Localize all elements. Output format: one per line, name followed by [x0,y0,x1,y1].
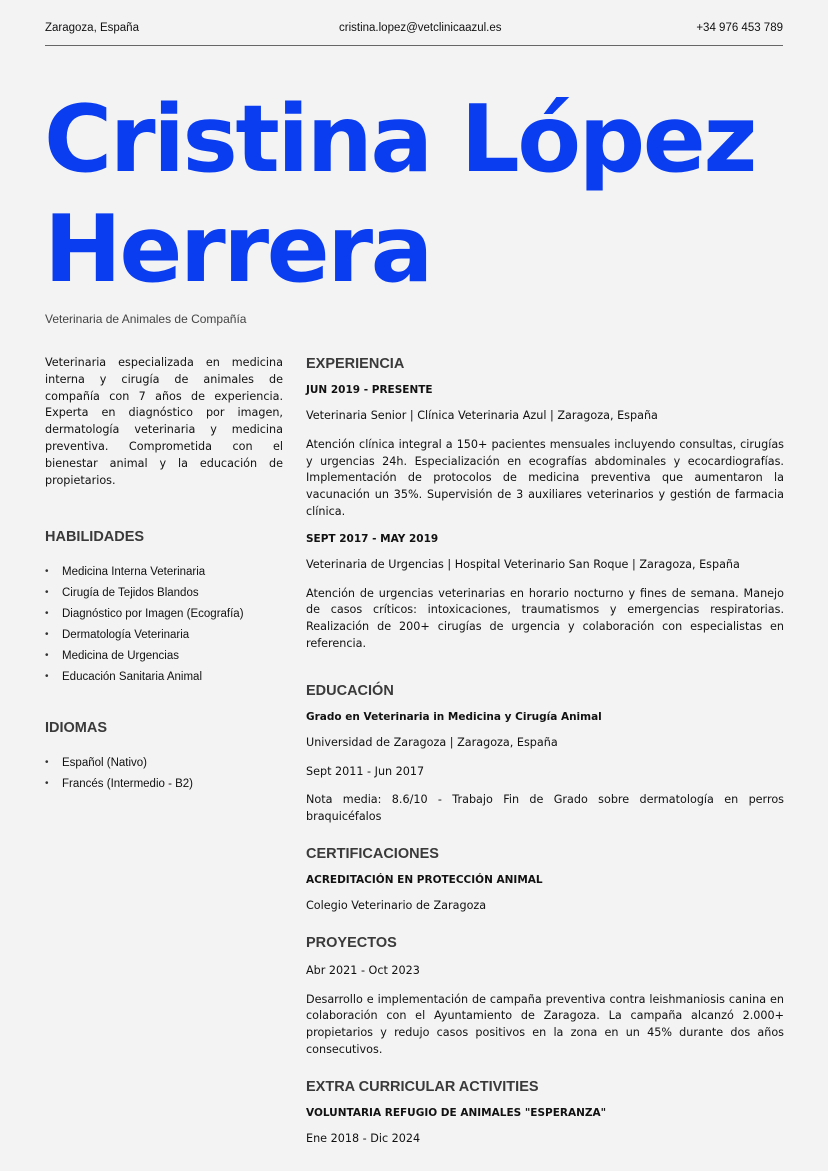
education-note: Nota media: 8.6/10 - Trabajo Fin de Grado sobre dermatología en perros braquicéfalos [306,793,784,824]
right-column [306,356,784,1160]
location: Zaragoza, España [45,22,139,34]
name-line-1: Cristina López [44,85,755,193]
phone-number[interactable]: +34 976 453 789 [696,22,783,34]
job-dates: SEPT 2017 - MAY 2019 [306,532,439,545]
project-dates: Abr 2021 - Oct 2023 [306,963,420,977]
degree-title: Grado en Veterinaria in Medicina y Cirugía Animal [306,710,602,723]
skill-item: • Dermatología Veterinaria [45,628,283,642]
left-column [45,355,283,798]
activity-name: VOLUNTARIA REFUGIO DE ANIMALES "ESPERANZA" [306,1106,607,1119]
certification-name: ACREDITACIÓN EN PROTECCIÓN ANIMAL [306,873,543,886]
name-line-2: Herrera [44,195,431,303]
job-description: Atención clínica integral a 150+ pacientes mensuales incluyendo consultas, cirugías y urgencias 24h. Especialización en ecografías abdominales y ecocardiografías. Implementación de protocolos de medicina preventiva que aumentaron la vacunación un 35%. Supervisión de 3 auxiliares veterinarios y gestión de farmacia clínica. [306,437,784,518]
activity-dates: Ene 2018 - Dic 2024 [306,1131,421,1145]
skill-item: • Medicina de Urgencias [45,649,283,663]
skills-list [45,565,283,684]
skill-item: • Diagnóstico por Imagen (Ecografía) [45,607,283,621]
header-divider [45,45,783,46]
languages-list [45,756,283,791]
education-dates: Sept 2011 - Jun 2017 [306,764,425,778]
job-dates: JUN 2019 - PRESENTE [306,384,433,396]
projects-heading: PROYECTOS [306,934,397,951]
full-name [44,84,755,304]
school-name: Universidad de Zaragoza | Zaragoza, España [306,735,558,749]
job-role: Veterinaria de Urgencias | Hospital Veterinario San Roque | Zaragoza, España [306,557,740,571]
language-item: • Francés (Intermedio - B2) [45,777,283,791]
skill-item: • Educación Sanitaria Animal [45,670,283,684]
skill-item: • Cirugía de Tejidos Blandos [45,586,283,600]
experience-heading: EXPERIENCIA [306,356,405,372]
job-role: Veterinaria Senior | Clínica Veterinaria Azul | Zaragoza, España [306,409,658,422]
language-item: • Español (Nativo) [45,756,283,770]
education-heading: EDUCACIÓN [306,682,394,699]
skills-heading: HABILIDADES [45,529,145,546]
job-title: Veterinaria de Animales de Compañía [45,312,247,326]
skill-item: • Medicina Interna Veterinaria [45,565,283,579]
email-link[interactable]: cristina.lopez@vetclinicaazul.es [339,22,502,34]
languages-heading: IDIOMAS [45,720,108,737]
certification-issuer: Colegio Veterinario de Zaragoza [306,898,487,912]
extracurricular-heading: EXTRA CURRICULAR ACTIVITIES [306,1078,539,1095]
project-description: Desarrollo e implementación de campaña preventiva contra leishmaniosis canina en colaboración con el Ayuntamiento de Zaragoza. La campaña alcanzó 2.000+ propietarios y redujo casos positivos en la zona en un 45% durante dos años consecutivos. [306,992,784,1056]
certifications-heading: CERTIFICACIONES [306,845,439,862]
job-description: Atención de urgencias veterinarias en horario nocturno y fines de semana. Manejo de casos críticos: intoxicaciones, traumatismos y emergencias respiratorias. Realización de 200+ cirugías de urgencia y colaboración con especialistas en referencia. [306,586,784,650]
profile-summary: Veterinaria especializada en medicina interna y cirugía de animales de compañía con 7 años de experiencia. Experta en diagnóstico por imagen, dermatología veterinaria y medicina preventiva. Comprometida con el bienestar animal y la educación de propietarios. [45,356,283,487]
